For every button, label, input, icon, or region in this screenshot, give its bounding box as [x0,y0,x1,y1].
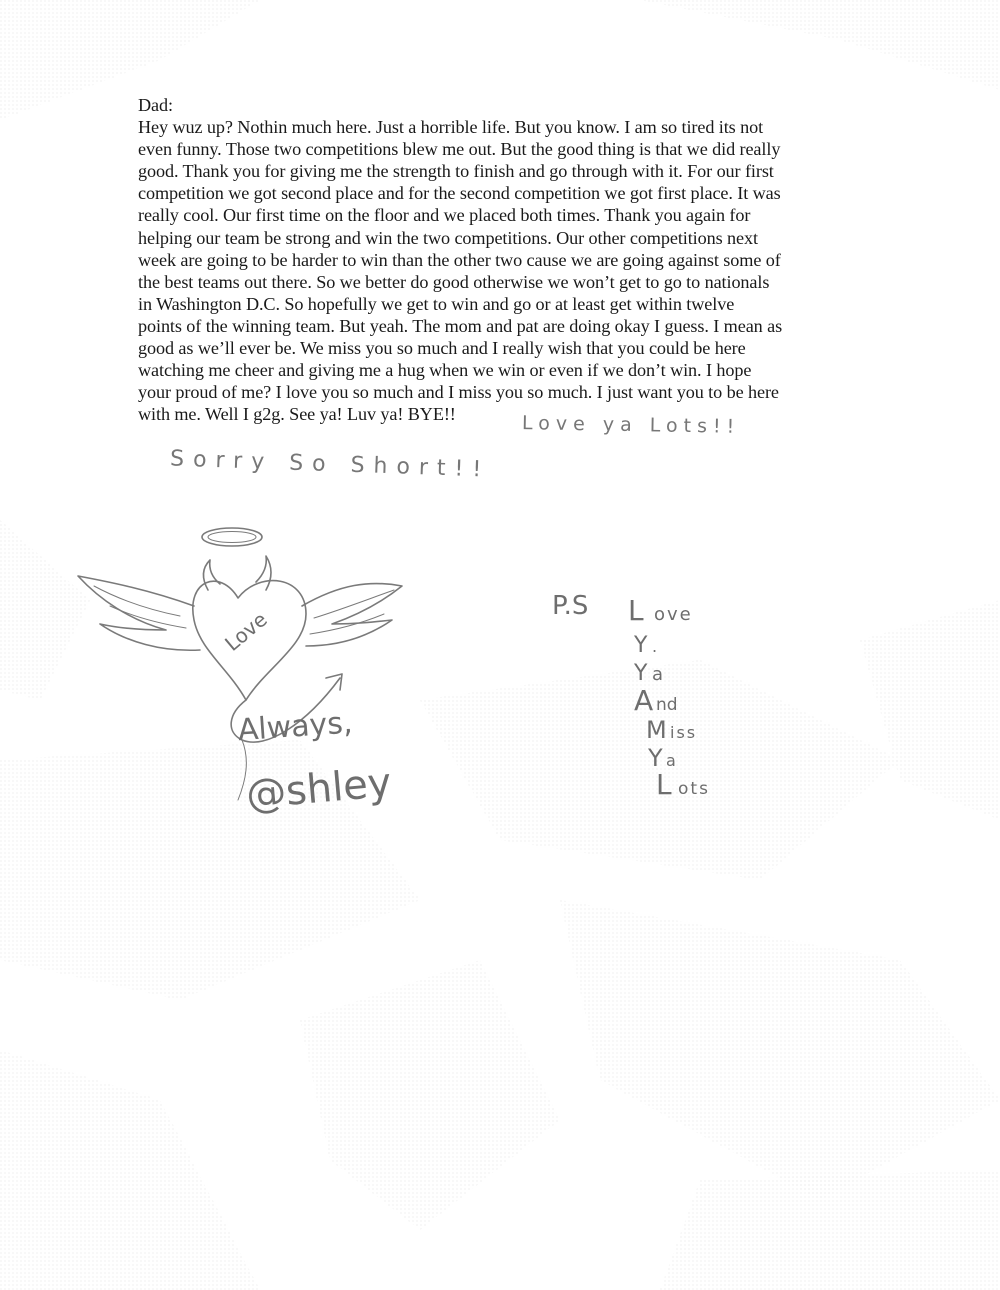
acrostic-rest: a [652,664,664,685]
letter-line: Hey wuz up? Nothin much here. Just a horrible life. But you know. I am so tired its not [138,117,764,138]
acrostic-initial: A [634,684,654,717]
letter-line: really cool. Our first time on the floor and we placed both times. Thank you again for [138,205,751,226]
acrostic-rest: a [666,751,676,770]
horn-icon [203,560,220,590]
letter-line: in Washington D.C. So hopefully we get to win and go or at least get within twelve [138,293,735,314]
acrostic-initial: L [656,768,672,801]
acrostic-initial: L [628,594,644,627]
handwritten-sorry-so-short: Sorry So Short!! [169,446,491,483]
acrostic-initial: Y [634,633,648,658]
winged-heart-drawing [70,510,430,850]
acrostic-rest: iss [670,723,698,742]
always-signoff: Always, [236,705,354,749]
horn-icon [256,556,271,590]
acrostic-rest: ove [654,604,693,625]
salutation: Dad: [138,95,173,115]
halo-icon [202,528,262,546]
acrostic-initial: Y [634,661,648,686]
handwritten-love-ya-lots: Love ya Lots!! [521,412,741,438]
acrostic-rest: ots [678,779,710,799]
letter-line: week are going to be harder to win than the other two cause we are going against some of [138,249,781,270]
heart-love-label: Love [220,607,272,656]
letter-line: your proud of me? I love you so much and I miss you so much. I just want you to be here [138,382,779,403]
letter-line: with me. Well I g2g. See ya! Luv ya! BYE!! [138,404,456,425]
letter-line: even funny. Those two competitions blew me out. But the good thing is that we did really [138,139,781,160]
letter-line: helping our team be strong and win the two competitions. Our other competitions next [138,227,758,248]
signature-ashley: @shley [244,759,394,819]
letter-line: the best teams out there. So we better do good otherwise we won’t get to go to nationals [138,271,770,292]
acrostic-initial: Y [648,744,663,772]
letter-line: points of the winning team. But yeah. The mom and pat are doing okay I guess. I mean as [138,315,783,336]
ps-label: P.S [552,591,589,621]
letter-line: competition we got second place and for the second competition we got first place. It was [138,183,781,204]
acrostic-rest: nd [656,695,678,715]
ps-acrostic [548,576,808,816]
letter-body [138,94,878,425]
letter-line: watching me cheer and giving me a hug when we win or even if we don’t win. I hope [138,360,752,381]
letter-line: good. Thank you for giving me the strength to finish and go through with it. For our first [138,161,774,182]
letter-line: good as we’ll ever be. We miss you so much and I really wish that you could be here [138,338,746,359]
acrostic-initial: M [646,716,667,744]
acrostic-rest: . [652,637,658,656]
